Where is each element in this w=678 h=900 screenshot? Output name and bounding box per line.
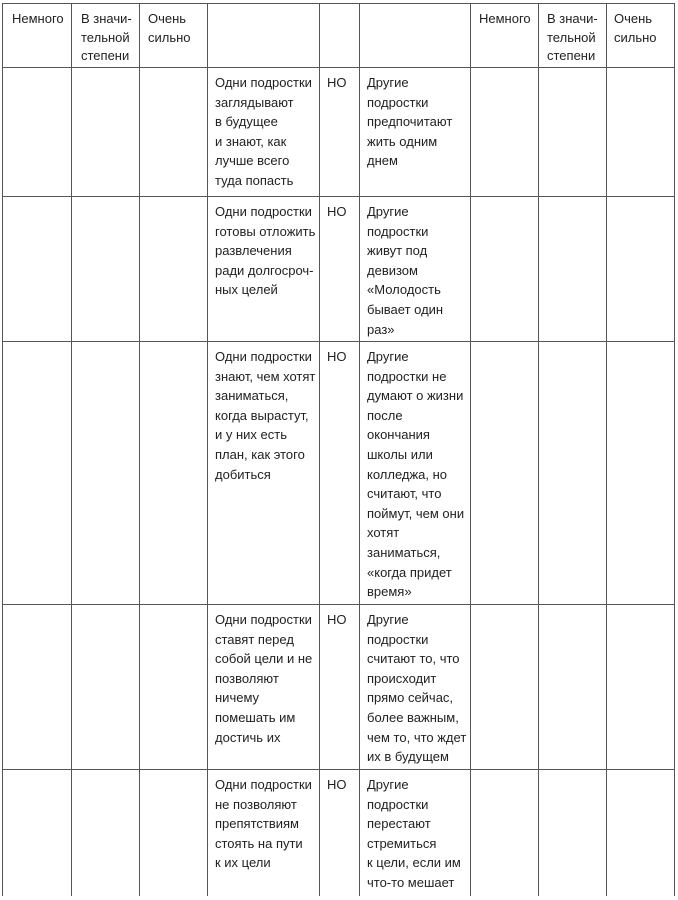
statement-left: Одни подростки готовы отложить развлечения ради долгосроч- ных целей <box>215 204 316 298</box>
header-right-very-much: Очень сильно <box>614 11 657 45</box>
col-rule <box>319 3 320 896</box>
header-left-considerably: В значи- тельной степени <box>81 11 132 63</box>
col-rule <box>359 3 360 896</box>
rule-row-4-bottom <box>2 769 674 770</box>
col-rule <box>674 3 675 896</box>
header-left-very-much: Очень сильно <box>148 11 191 45</box>
statement-left: Одни подростки ставят перед собой цели и не позволяют ничему помешать им достичь их <box>215 612 313 745</box>
statement-right: Другие подростки предпочитают жить одним днем <box>367 75 453 169</box>
statement-left: Одни подростки знают, чем хотят заниматься, когда вырастут, и у них есть план, как этого добиться <box>215 349 316 482</box>
col-rule <box>71 3 72 896</box>
connector-but: НО <box>327 612 347 627</box>
statement-left: Одни подростки заглядывают в будущее и знают, как лучше всего туда попасть <box>215 75 312 188</box>
connector-but: НО <box>327 204 347 219</box>
rule-row-1-bottom <box>2 196 674 197</box>
statement-right: Другие подростки считают то, что происходит прямо сейчас, более важным, чем то, что ждет их в будущем <box>367 612 467 765</box>
col-rule <box>606 3 607 896</box>
connector-but: НО <box>327 349 347 364</box>
rule-top <box>2 3 674 4</box>
connector-but: НО <box>327 75 347 90</box>
col-rule <box>139 3 140 896</box>
rule-row-3-bottom <box>2 604 674 605</box>
col-rule <box>470 3 471 896</box>
col-rule <box>2 3 3 896</box>
statement-left: Одни подростки не позволяют препятствиям стоять на пути к их цели <box>215 777 312 871</box>
col-rule <box>207 3 208 896</box>
connector-but: НО <box>327 777 347 792</box>
header-left-somewhat: Немного <box>12 11 64 26</box>
rule-row-2-bottom <box>2 341 674 342</box>
statement-right: Другие подростки не думают о жизни после окончания школы или колледжа, но считают, что поймут, чем они хотят заниматься, «когда придет время» <box>367 349 465 600</box>
statement-right: Другие подростки перестают стремиться к цели, если им что-то мешает <box>367 777 461 890</box>
rule-header-bottom <box>2 67 674 68</box>
header-right-considerably: В значи- тельной степени <box>547 11 598 63</box>
header-right-somewhat: Немного <box>479 11 531 26</box>
statement-right: Другие подростки живут под девизом «Молодость бывает один раз» <box>367 204 444 337</box>
col-rule <box>538 3 539 896</box>
